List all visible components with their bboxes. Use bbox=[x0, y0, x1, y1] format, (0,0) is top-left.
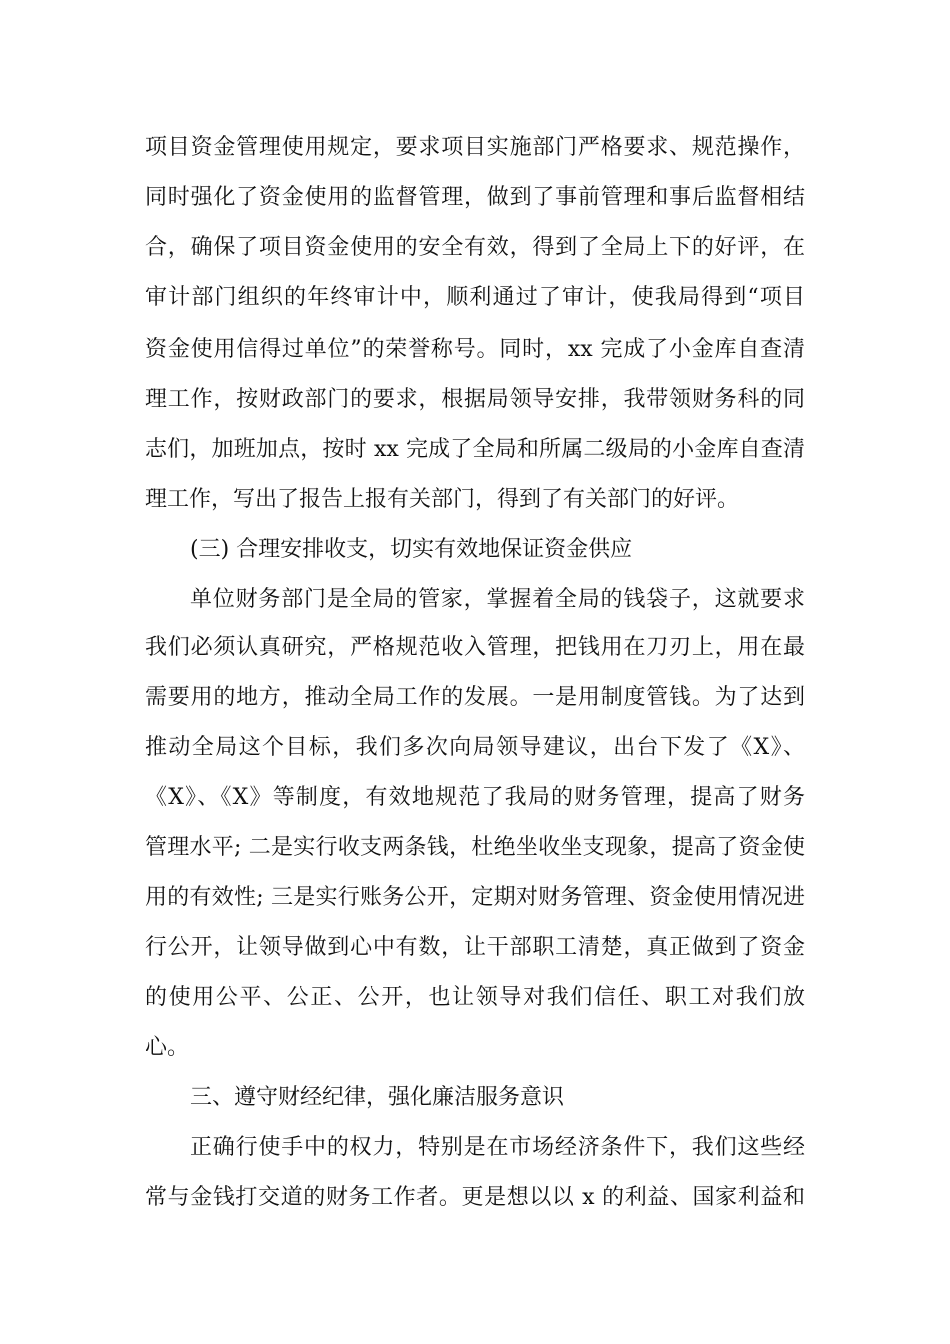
text-line: 合，确保了项目资金使用的安全有效，得到了全局上下的好评，在 bbox=[145, 235, 805, 260]
text-line: 同时强化了资金使用的监督管理，做到了事前管理和事后监督相结 bbox=[145, 185, 805, 210]
text-line: 行公开，让领导做到心中有数，让干部职工清楚，真正做到了资金 bbox=[145, 935, 805, 960]
text-line: 的使用公平、公正、公开，也让领导对我们信任、职工对我们放 bbox=[145, 985, 805, 1010]
text-line: 需要用的地方，推动全局工作的发展。一是用制度管钱。为了达到 bbox=[145, 685, 805, 710]
text-line: 单位财务部门是全局的管家，掌握着全局的钱袋子，这就要求 bbox=[190, 587, 805, 612]
text-line: 理工作，按财政部门的要求，根据局领导安排，我带领财务科的同 bbox=[145, 387, 805, 412]
text-line: 心。 bbox=[145, 1035, 190, 1060]
section-heading: 三、遵守财经纪律，强化廉洁服务意识 bbox=[190, 1085, 565, 1110]
text-line: 我们必须认真研究，严格规范收入管理，把钱用在刀刃上，用在最 bbox=[145, 635, 805, 660]
text-line: 用的有效性; 三是实行账务公开，定期对财务管理、资金使用情况进 bbox=[145, 885, 805, 910]
text-line: 《X》、《X》等制度，有效地规范了我局的财务管理，提高了财务 bbox=[145, 785, 805, 810]
text-line: 正确行使手中的权力，特别是在市场经济条件下，我们这些经 bbox=[190, 1135, 805, 1160]
text-line: 常与金钱打交道的财务工作者。更是想以以 x 的利益、国家利益和 bbox=[145, 1185, 805, 1210]
section-heading: (三) 合理安排收支，切实有效地保证资金供应 bbox=[190, 537, 633, 562]
text-line: 审计部门组织的年终审计中，顺利通过了审计，使我局得到“项目 bbox=[145, 285, 805, 310]
text-line: 志们，加班加点，按时 xx 完成了全局和所属二级局的小金库自查清 bbox=[145, 437, 805, 462]
text-line: 推动全局这个目标，我们多次向局领导建议，出台下发了《X》、 bbox=[145, 735, 805, 760]
text-line: 项目资金管理使用规定，要求项目实施部门严格要求、规范操作， bbox=[145, 135, 805, 160]
text-line: 资金使用信得过单位”的荣誉称号。同时，xx 完成了小金库自查清 bbox=[145, 337, 805, 362]
text-line: 理工作，写出了报告上报有关部门，得到了有关部门的好评。 bbox=[145, 487, 740, 512]
text-line: 管理水平; 二是实行收支两条钱，杜绝坐收坐支现象，提高了资金使 bbox=[145, 835, 805, 860]
